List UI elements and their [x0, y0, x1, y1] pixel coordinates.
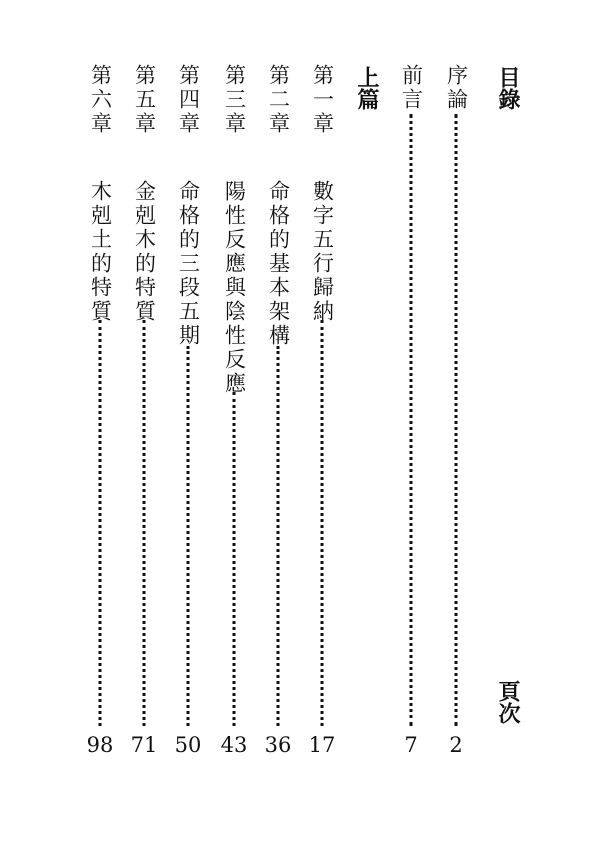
chapter-title: 命格的三段五期 [176, 180, 201, 348]
page-number: 50 [174, 733, 202, 757]
toc-entry-chapter-1[interactable] [300, 0, 344, 852]
toc-entry-chapter-4[interactable] [166, 0, 210, 852]
dot-leader [233, 392, 236, 726]
page-number: 7 [404, 733, 418, 757]
page-number: 17 [308, 733, 336, 757]
chapter-number: 第六章 [88, 64, 113, 136]
page-number: 2 [449, 733, 463, 757]
toc-entry-chapter-6[interactable] [78, 0, 122, 852]
dot-leader [143, 320, 146, 726]
chapter-number: 第四章 [176, 64, 201, 136]
chapter-title: 數字五行歸納 [310, 180, 335, 324]
chapter-title: 陽性反應與陰性反應 [222, 180, 247, 396]
toc-entry-foreword[interactable] [389, 0, 433, 852]
dot-leader [455, 114, 458, 726]
toc-title: 目錄 [495, 66, 521, 110]
page-number: 43 [220, 733, 248, 757]
chapter-title: 命格的基本架構 [266, 180, 291, 348]
chapter-number: 第一章 [310, 64, 335, 136]
chapter-number: 第三章 [222, 64, 247, 136]
toc-entry-chapter-3[interactable] [212, 0, 256, 852]
chapter-number: 第二章 [266, 64, 291, 136]
chapter-title: 金剋木的特質 [132, 180, 157, 324]
page-number: 98 [86, 733, 114, 757]
page-number-heading: 頁次 [495, 680, 521, 724]
page-number: 36 [264, 733, 292, 757]
toc-entry-chapter-5[interactable] [122, 0, 166, 852]
part-heading-column [345, 0, 389, 852]
toc-entry-preface[interactable] [434, 0, 478, 852]
entry-label: 序論 [444, 64, 469, 112]
chapter-title: 木剋土的特質 [88, 180, 113, 324]
toc-entry-chapter-2[interactable] [256, 0, 300, 852]
dot-leader [321, 320, 324, 726]
dot-leader [410, 114, 413, 726]
page-number: 71 [130, 733, 158, 757]
dot-leader [99, 320, 102, 726]
entry-label: 前言 [399, 64, 424, 112]
toc-heading-column [486, 0, 530, 852]
dot-leader [187, 346, 190, 726]
part-heading: 上篇 [354, 66, 380, 110]
dot-leader [277, 346, 280, 726]
chapter-number: 第五章 [132, 64, 157, 136]
